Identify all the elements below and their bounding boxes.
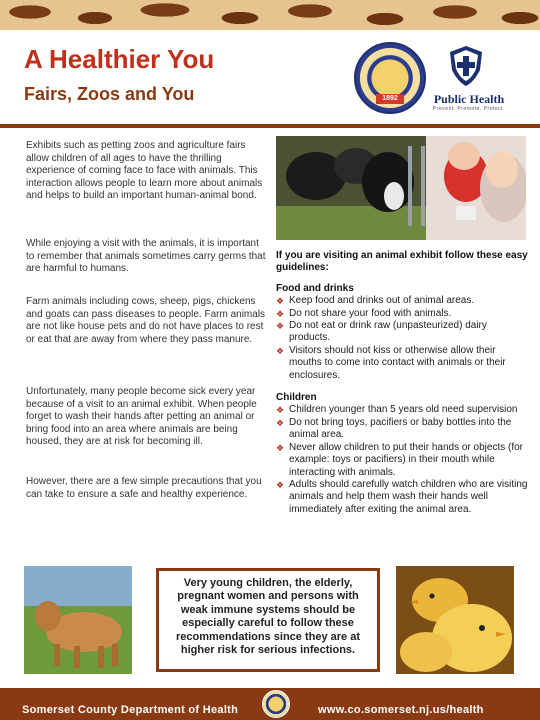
guidelines-section xyxy=(276,250,530,516)
public-health-tagline: Prevent. Promote. Protect. xyxy=(433,106,505,112)
list-item: ❖ Do not eat or drink raw (unpasteurized) dairy products. xyxy=(276,320,487,344)
county-seal-logo xyxy=(354,42,426,114)
chicks-photo xyxy=(396,566,514,674)
children-section-title: Children xyxy=(276,392,317,404)
food-list xyxy=(276,295,530,382)
diamond-bullet-icon: ❖ xyxy=(276,405,285,416)
children-list xyxy=(276,404,530,516)
page-title: A Healthier You xyxy=(24,44,215,74)
intro-paragraph-3: Farm animals including cows, sheep, pigs, chickens and goats can pass diseases to people. Farm animals are not like house pets and do not have places to rest or eat that are away from where they pass manure. xyxy=(26,296,266,345)
diamond-bullet-icon: ❖ xyxy=(276,296,285,307)
page-subtitle: Fairs, Zoos and You xyxy=(24,84,195,104)
list-item: ❖ Do not share your food with animals. xyxy=(276,307,452,319)
footer-county-seal-logo xyxy=(262,690,290,718)
diamond-bullet-icon: ❖ xyxy=(276,442,285,453)
footer-organization: Somerset County Department of Health xyxy=(22,704,239,716)
footer-website-link[interactable]: www.co.somerset.nj.us/health xyxy=(318,704,484,716)
diamond-bullet-icon: ❖ xyxy=(276,308,285,319)
public-health-shield-icon xyxy=(446,44,486,88)
seal-year: 1892 xyxy=(376,94,404,104)
intro-paragraph-4: Unfortunately, many people become sick every year because of a visit to an animal exhibit. When people forget to wash their hands after petting an animal or bring food into an area where animals are being housed, they are at risk for becoming ill. xyxy=(26,386,257,448)
cow-photo xyxy=(24,566,132,674)
food-section-title: Food and drinks xyxy=(276,282,354,294)
diamond-bullet-icon: ❖ xyxy=(276,321,285,332)
public-health-name: Public Health xyxy=(433,92,505,106)
diamond-bullet-icon: ❖ xyxy=(276,345,285,356)
list-item: ❖ Keep food and drinks out of animal areas. xyxy=(276,295,475,307)
list-item: ❖ Do not bring toys, pacifiers or baby bottles into the animal area. xyxy=(276,416,512,441)
giraffe-pattern-banner xyxy=(0,0,540,30)
diamond-bullet-icon: ❖ xyxy=(276,417,285,428)
intro-paragraph-2: While enjoying a visit with the animals, it is important to remember that animals sometimes carry germs that are harmful to humans. xyxy=(26,238,266,275)
list-item: ❖ Adults should carefully watch children who are visiting animals and help them wash their hands well immediately after exiting the animal area. xyxy=(276,478,528,515)
diamond-bullet-icon: ❖ xyxy=(276,479,285,490)
high-risk-callout: Very young children, the elderly, pregnant women and persons with weak immune systems should be especially careful to follow these recommendations since they are at higher risk for serious infections. xyxy=(156,568,380,672)
list-item: ❖ Visitors should not kiss or otherwise allow their mouths to come into contact with animals or their enclosures. xyxy=(276,344,506,381)
list-item: ❖ Children younger than 5 years old need supervision xyxy=(276,404,518,416)
intro-paragraph-1: Exhibits such as petting zoos and agriculture fairs allow children of all ages to have the thrilling experience of coming face to face with animals. This interaction allows people to learn more about animals and helps to build an important human-animal bond. xyxy=(26,140,263,202)
header-divider xyxy=(0,124,540,128)
list-item: ❖ Never allow children to put their hands or objects (for example: toys or pacifiers) in their mouth while interacting with animals. xyxy=(276,441,524,478)
guidelines-heading: If you are visiting an animal exhibit follow these easy guidelines: xyxy=(276,250,528,274)
intro-paragraph-5: However, there are a few simple precautions that you can take to ensure a safe and healthy experience. xyxy=(26,476,262,500)
goats-and-children-photo xyxy=(276,136,526,240)
